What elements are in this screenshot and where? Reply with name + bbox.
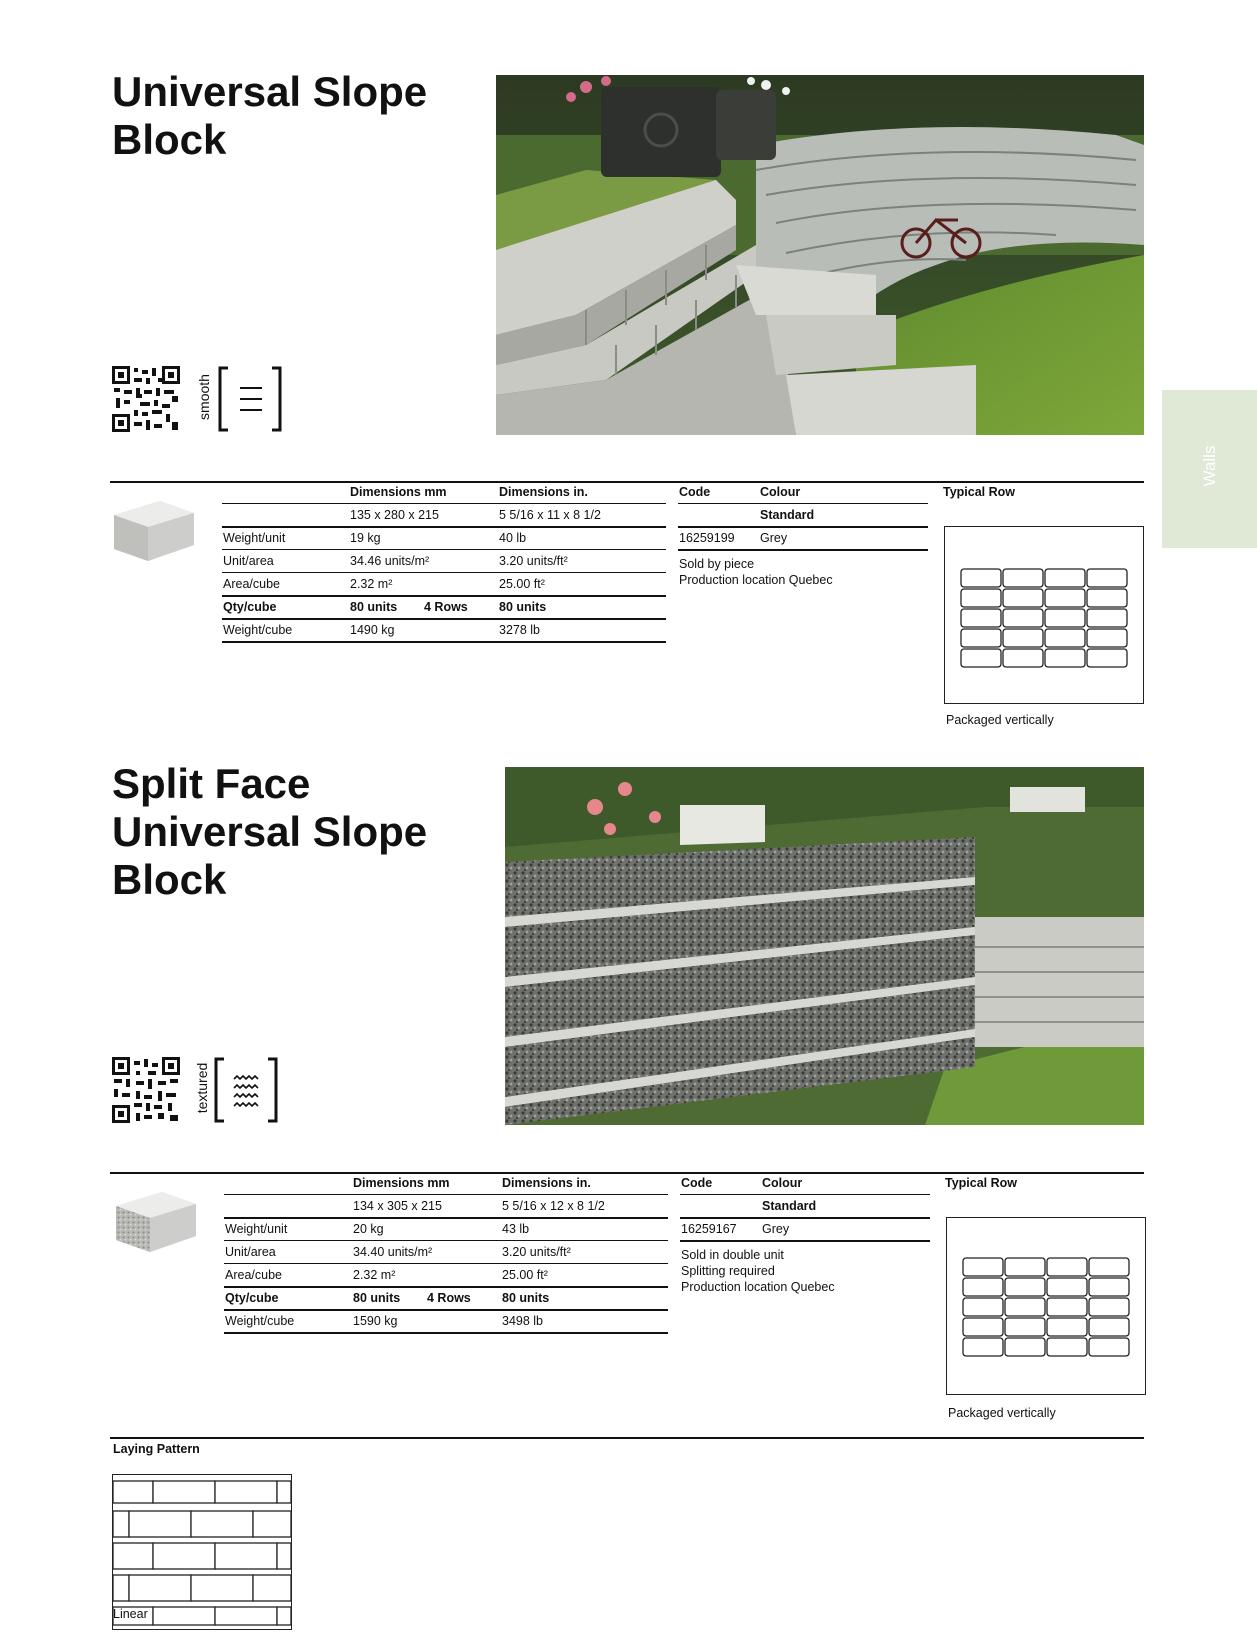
title-line: Split Face <box>112 760 311 807</box>
laying-pattern-caption: Linear <box>113 1607 148 1621</box>
colour-note: Splitting required <box>681 1264 775 1278</box>
row-in: 25.00 ft² <box>502 1268 548 1282</box>
row-in: 3498 lb <box>502 1314 544 1328</box>
row-mm: 20 kg <box>353 1222 384 1236</box>
dims-in: 5 5/16 x 12 x 8 1/2 <box>502 1199 605 1213</box>
side-tab-label: Walls <box>1200 445 1219 487</box>
textured-finish-icon-graphic <box>212 1057 280 1123</box>
colour-subheader: Standard <box>762 1199 817 1213</box>
wall-photo-illustration <box>496 75 1144 435</box>
header-dimensions-mm: Dimensions mm <box>353 1176 450 1190</box>
qty-rows: 4 Rows <box>424 600 468 614</box>
colour-header: Colour <box>762 1176 803 1190</box>
qr-code[interactable] <box>112 366 180 432</box>
dims-mm: 135 x 280 x 215 <box>350 508 439 522</box>
colour-subheader: Standard <box>760 508 815 522</box>
typical-row-caption: Packaged vertically <box>948 1406 1056 1420</box>
colour-note: Production location Quebec <box>679 573 833 587</box>
colour-note: Production location Quebec <box>681 1280 835 1294</box>
row-mm: 34.46 units/m² <box>350 554 430 568</box>
typical-row-diagram <box>944 526 1144 704</box>
qty-units: 80 units <box>353 1291 401 1305</box>
row-in: 3.20 units/ft² <box>499 554 568 568</box>
finish-label-text: textured <box>194 1062 210 1114</box>
row-label: Unit/area <box>223 554 274 568</box>
qr-code[interactable] <box>112 1057 180 1123</box>
dims-mm: 134 x 305 x 215 <box>353 1199 442 1213</box>
qty-label: Qty/cube <box>223 600 277 614</box>
row-in: 3278 lb <box>499 623 541 637</box>
row-in: 25.00 ft² <box>499 577 545 591</box>
colour-header: Colour <box>760 485 801 499</box>
section-divider <box>110 481 1144 483</box>
typical-row-graphic <box>945 527 1143 703</box>
typical-row-header: Typical Row <box>945 1176 1018 1190</box>
row-label: Weight/unit <box>225 1222 288 1236</box>
block-thumbnail <box>112 1186 198 1258</box>
smooth-finish-icon-graphic <box>216 366 284 432</box>
code-header: Code <box>679 485 711 499</box>
header-dimensions-in: Dimensions in. <box>502 1176 591 1190</box>
row-mm: 2.32 m² <box>353 1268 396 1282</box>
row-mm: 19 kg <box>350 531 381 545</box>
product-title <box>112 760 427 904</box>
smooth-block-image <box>110 495 196 567</box>
product-code: 16259167 <box>681 1222 737 1236</box>
row-label: Weight/unit <box>223 531 286 545</box>
laying-pattern-header: Laying Pattern <box>113 1442 200 1456</box>
finish-label <box>192 365 216 435</box>
product-photo <box>496 75 1144 435</box>
product-code: 16259199 <box>679 531 735 545</box>
title-line: Block <box>112 116 227 163</box>
qty-label: Qty/cube <box>225 1291 279 1305</box>
row-mm: 34.40 units/m² <box>353 1245 433 1259</box>
product-colour: Grey <box>762 1222 790 1236</box>
title-line: Block <box>112 856 227 903</box>
block-thumbnail <box>110 495 196 567</box>
row-mm: 1490 kg <box>350 623 395 637</box>
qty-rows: 4 Rows <box>427 1291 471 1305</box>
row-in: 43 lb <box>502 1222 530 1236</box>
product-photo <box>505 767 1144 1125</box>
header-dimensions-mm: Dimensions mm <box>350 485 447 499</box>
typical-row-diagram <box>946 1217 1146 1395</box>
typical-row-header: Typical Row <box>943 485 1016 499</box>
qty-units-in: 80 units <box>502 1291 550 1305</box>
row-label: Unit/area <box>225 1245 276 1259</box>
product-colour: Grey <box>760 531 788 545</box>
textured-finish-icon <box>212 1057 280 1123</box>
typical-row-graphic <box>947 1218 1145 1394</box>
colour-note: Sold by piece <box>679 557 755 571</box>
code-header: Code <box>681 1176 713 1190</box>
typical-row-caption: Packaged vertically <box>946 713 1054 727</box>
qty-units-in: 80 units <box>499 600 547 614</box>
row-in: 40 lb <box>499 531 527 545</box>
smooth-finish-icon <box>216 366 284 432</box>
colour-note: Sold in double unit <box>681 1248 784 1262</box>
split-face-wall-illustration <box>505 767 1144 1125</box>
qr-code-graphic <box>112 1057 180 1123</box>
row-mm: 1590 kg <box>353 1314 398 1328</box>
product-title <box>112 68 427 164</box>
row-label: Area/cube <box>223 577 280 591</box>
side-tab-walls[interactable] <box>1162 390 1257 548</box>
title-line: Universal Slope <box>112 808 428 855</box>
qr-code-graphic <box>112 366 180 432</box>
split-face-block-image <box>112 1186 198 1258</box>
section-divider <box>110 1437 1144 1439</box>
row-label: Weight/cube <box>225 1314 295 1328</box>
row-mm: 2.32 m² <box>350 577 393 591</box>
finish-label-text: smooth <box>196 374 212 420</box>
finish-label <box>190 1056 214 1126</box>
section-divider <box>110 1172 1144 1174</box>
qty-units: 80 units <box>350 600 398 614</box>
header-dimensions-in: Dimensions in. <box>499 485 588 499</box>
title-line: Universal Slope <box>112 68 428 115</box>
row-label: Weight/cube <box>223 623 293 637</box>
row-in: 3.20 units/ft² <box>502 1245 571 1259</box>
dims-in: 5 5/16 x 11 x 8 1/2 <box>499 508 601 522</box>
row-label: Area/cube <box>225 1268 282 1282</box>
